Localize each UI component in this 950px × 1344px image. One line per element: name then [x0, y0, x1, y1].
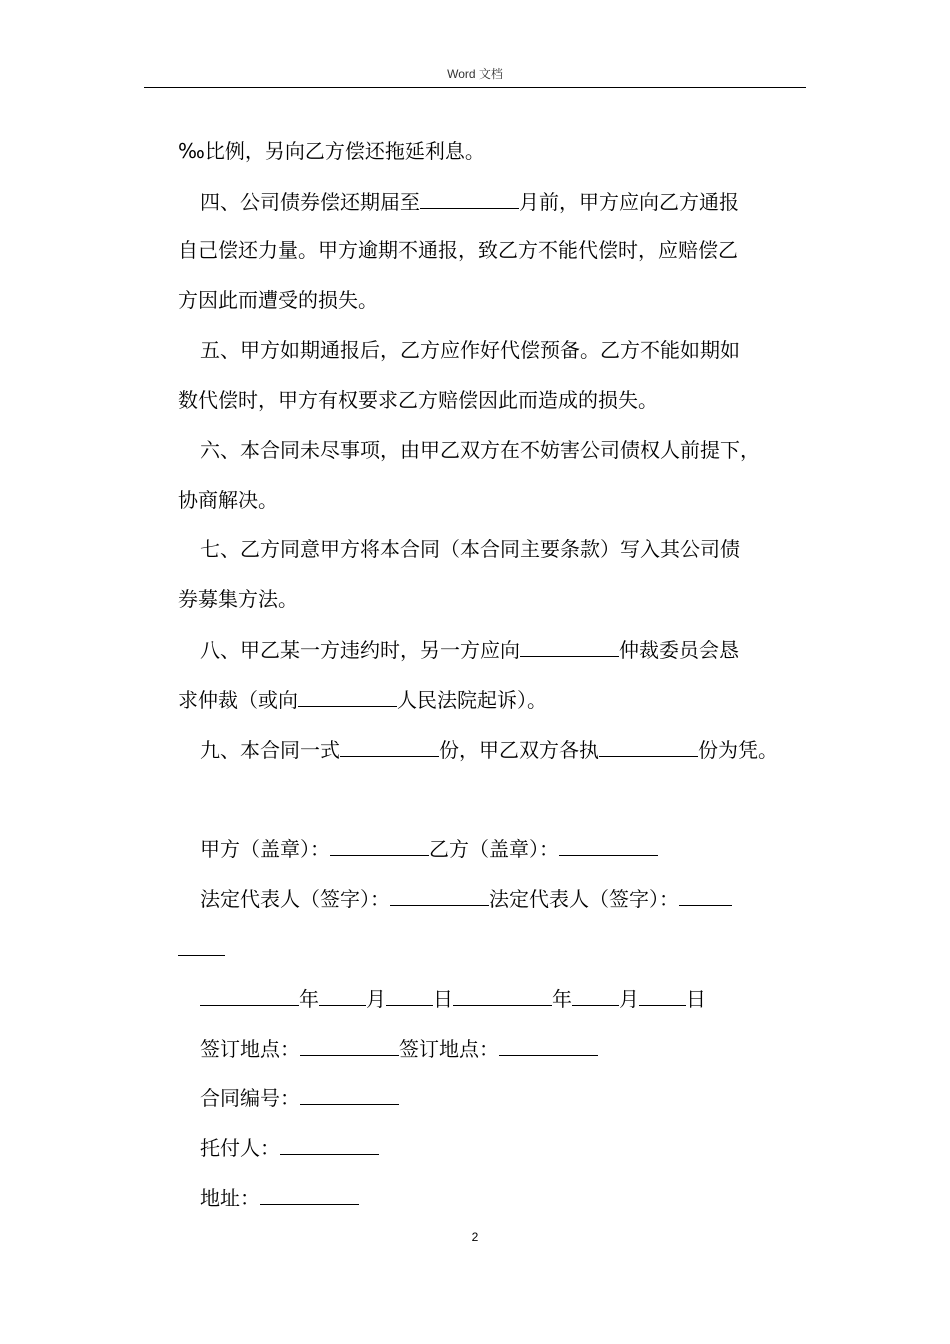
- address: [200, 1182, 359, 1212]
- clause-text: 方因此而遭受的损失。: [178, 288, 378, 312]
- fill-blank: [453, 983, 552, 1006]
- clause-3-continuation: [178, 137, 485, 165]
- fill-blank: [420, 186, 519, 209]
- clause-9-line-1: [200, 734, 778, 764]
- clause-6-line-1: [200, 436, 760, 464]
- signature-representatives: [200, 883, 732, 913]
- fill-blank: [340, 734, 439, 757]
- year-label: 年: [299, 987, 319, 1011]
- principal: [200, 1132, 379, 1162]
- address-label: 地址：: [200, 1186, 260, 1210]
- clause-4-line-2: [178, 236, 738, 264]
- contract-number: [200, 1082, 399, 1112]
- fill-blank: [679, 883, 732, 906]
- clause-text: 人民法院起诉）。: [397, 688, 547, 712]
- day-label: 日: [433, 987, 453, 1011]
- clause-text: 协商解决。: [178, 488, 278, 512]
- clause-text: 四、公司债券偿还期届至: [200, 190, 420, 214]
- rep-label: 法定代表人（签字）：: [489, 887, 679, 911]
- month-label: 月: [619, 987, 639, 1011]
- clause-7-line-1: [200, 535, 740, 563]
- clause-4-line-3: [178, 286, 378, 314]
- fill-blank: [386, 983, 433, 1006]
- clause-text: 六、本合同未尽事项，由甲乙双方在不妨害公司债权人前提下，: [200, 438, 760, 462]
- clause-5-line-1: [200, 336, 740, 364]
- header-rule: [144, 87, 806, 88]
- fill-blank: [200, 983, 299, 1006]
- clause-8-line-1: [200, 634, 739, 664]
- clause-text: 九、本合同一式: [200, 738, 340, 762]
- signature-place: [200, 1033, 598, 1063]
- fill-blank: [178, 933, 225, 956]
- clause-text: 仲裁委员会恳: [619, 638, 739, 662]
- signature-dates: [200, 983, 706, 1013]
- year-label: 年: [552, 987, 572, 1011]
- fill-blank: [639, 983, 686, 1006]
- clause-text: 七、乙方同意甲方将本合同（本合同主要条款）写入其公司债: [200, 537, 740, 561]
- page-number: 2: [471, 1230, 479, 1244]
- clause-text: 数代偿时，甲方有权要求乙方赔偿因此而造成的损失。: [178, 388, 658, 412]
- fill-blank: [599, 734, 698, 757]
- month-label: 月: [366, 987, 386, 1011]
- party-b-label: 乙方（盖章）：: [429, 837, 559, 861]
- page-header: Word 文档: [447, 67, 503, 81]
- clause-text: ‰比例，另向乙方偿还拖延利息。: [178, 139, 485, 163]
- clause-text: 份，甲乙双方各执: [439, 738, 599, 762]
- signature-representatives-wrap: [178, 933, 225, 963]
- clause-text: 求仲裁（或向: [178, 688, 298, 712]
- fill-blank: [280, 1132, 379, 1155]
- fill-blank: [300, 1033, 399, 1056]
- clause-text: 五、甲方如期通报后，乙方应作好代偿预备。乙方不能如期如: [200, 338, 740, 362]
- fill-blank: [298, 684, 397, 707]
- contract-number-label: 合同编号：: [200, 1086, 300, 1110]
- fill-blank: [300, 1082, 399, 1105]
- signature-parties: [200, 833, 658, 863]
- clause-text: 券募集方法。: [178, 587, 298, 611]
- fill-blank: [330, 833, 429, 856]
- party-a-label: 甲方（盖章）：: [200, 837, 330, 861]
- clause-8-line-2: [178, 684, 547, 714]
- principal-label: 托付人：: [200, 1136, 280, 1160]
- rep-label: 法定代表人（签字）：: [200, 887, 390, 911]
- clause-4-line-1: [200, 186, 739, 216]
- clause-6-line-2: [178, 486, 278, 514]
- fill-blank: [260, 1182, 359, 1205]
- fill-blank: [499, 1033, 598, 1056]
- place-label: 签订地点：: [399, 1037, 499, 1061]
- fill-blank: [520, 634, 619, 657]
- clause-7-line-2: [178, 585, 298, 613]
- clause-text: 月前，甲方应向乙方通报: [519, 190, 739, 214]
- clause-text: 八、甲乙某一方违约时，另一方应向: [200, 638, 520, 662]
- day-label: 日: [686, 987, 706, 1011]
- place-label: 签订地点：: [200, 1037, 300, 1061]
- fill-blank: [559, 833, 658, 856]
- fill-blank: [390, 883, 489, 906]
- fill-blank: [319, 983, 366, 1006]
- clause-text: 自己偿还力量。甲方逾期不通报，致乙方不能代偿时，应赔偿乙: [178, 238, 738, 262]
- clause-5-line-2: [178, 386, 658, 414]
- fill-blank: [572, 983, 619, 1006]
- clause-text: 份为凭。: [698, 738, 778, 762]
